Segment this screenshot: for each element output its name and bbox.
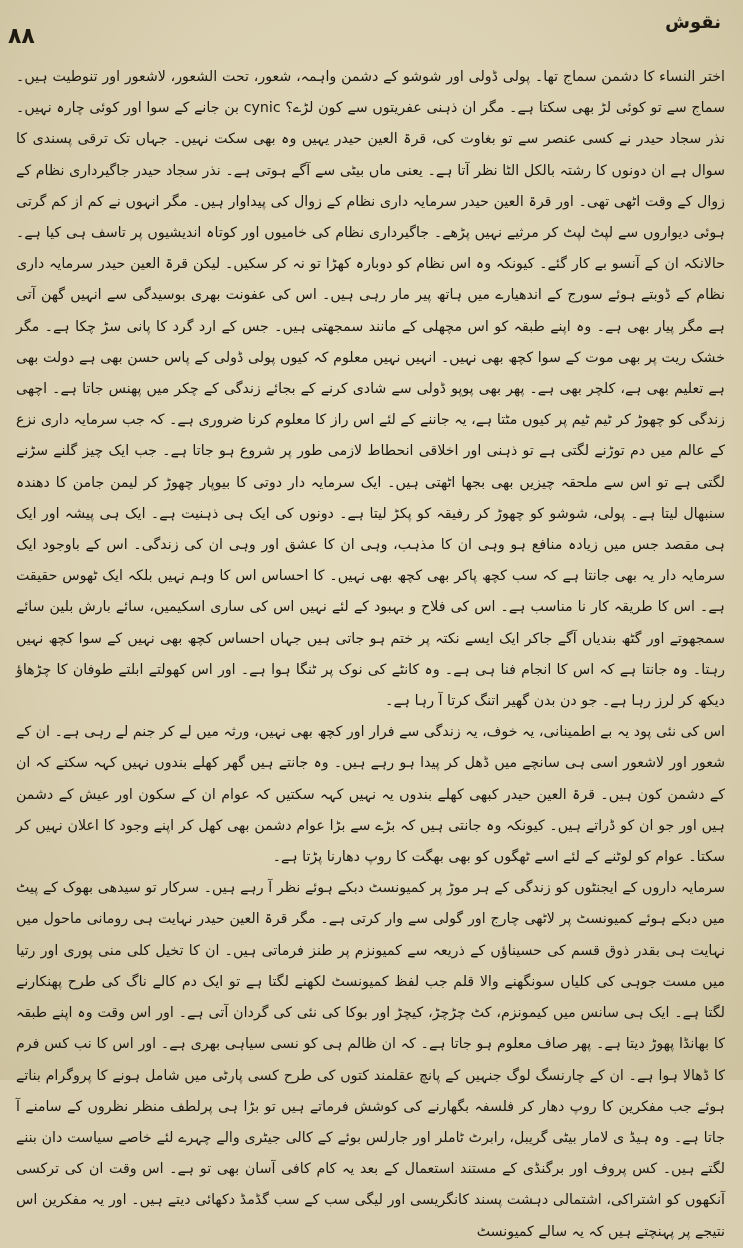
page-number: ۸۸ (8, 24, 35, 49)
body-text (16, 62, 725, 1240)
running-title: نقوش (665, 12, 721, 33)
paragraph: سرمایہ داروں کے ایجنٹوں کو زندگی کے ہر موڑ پر کمیونسٹ دبکے ہوئے نظر آ رہے ہیں۔ سرکار تو سیدھی بھوک کے پیٹ میں دبکے ہوئے کمیونسٹ پر لاٹھی چارج اور گولی سے وار کرتی ہے۔ مگر قرۃ العین حیدر نہایت ہی رومانی ماحول میں نہایت ہی بقدر ذوق قسم کی حسیناؤں کے ذریعہ سے کمیونزم پر طنز فرماتی ہیں۔ ان کا تخیل کلی منی پوری اور رتیا میں مست جوہی کی کلیاں سونگھنے والا قلم جب لفظ کمیونسٹ لکھنے لگتا ہے تو ایک دم کالے ناگ کی طرح پھنکارنے لگتا ہے۔ ایک ہی سانس میں کیمونزم، کٹ چڑچڑ، کیچڑ اور بوکا کی نئی کی گردان آتی ہے۔ اور اس وقت وہ اپنے طبقہ کا بھانڈا پھوڑ دیتا ہے۔ پھر صاف معلوم ہو جاتا ہے۔ کہ ان ظالم ہی کو نسی سیاہی بھری ہے۔ اور اس کا نب کس فرم کا ڈھالا ہوا ہے۔ ان کے چارنسگ لوگ جنہیں کے پانچ عقلمند کتوں کی طرح کسی پارٹی میں شامل ہونے کا پروگرام بناتے ہوئے جب مفکرین کا روپ دھار کر فلسفہ بگھارنے کی کوشش فرماتے ہیں تو بڑا ہی پرلطف منظر نظروں کے سامنے آ جاتا ہے۔ وہ ہیڈ ی لامار بیٹی گریبل، رابرٹ ٹاملر اور جارلس بوئے کے کالی جیٹری والے چہرے لئے خاصے سیاست دان بننے لگتے ہیں۔ کس پروف اور برگنڈی کے مستند استعمال کے بعد یہ کام کافی آسان بھی تو ہے۔ اس وقت ان کی ترکسی آنکھوں کو اشتراکی، اشتمالی دہشت پسند کانگریسی اور لیگی سب کے سب گڈمڈ دکھائی دیتے ہیں۔ اور یہ مفکرین اس نتیجے پر پہنچتے ہیں کہ یہ سالے کمیونسٹ (16, 880, 725, 1240)
paragraph: اختر النساء کا دشمن سماج تھا۔ پولی ڈولی اور شوشو کے دشمن واہمہ، شعور، تحت الشعور، لاشعور اور تنوطیت ہیں۔ سماج سے تو کوئی لڑ بھی سکتا ہے۔ مگر ان ذہنی عفریتوں سے کون لڑے؟ cynic بن جانے کے سوا اور کوئی چارہ نہیں۔ نذر سجاد حیدر نے کسی عنصر سے تو بغاوت کی، قرۃ العین حیدر یہیں وہ بھی سکت نہیں۔ جہاں تک ترقی پسندی کا سوال ہے ان دونوں کا رشتہ بالکل الٹا نظر آتا ہے۔ یعنی ماں بیٹی سے آگے ہوتی ہے۔ نذر سجاد حیدر جاگیرداری نظام کے زوال کے وقت اٹھی تھی۔ اور قرۃ العین حیدر سرمایہ داری نظام کے زوال کی پیداوار ہیں۔ مگر انہوں نے کم از کم گرتی ہوئی دیواروں سے لپٹ لپٹ کر مرثیے نہیں پڑھے۔ جاگیرداری نظام کی خامیوں اور کوتاہ اندیشیوں پر تاسف ہی کیا ہے۔ حالانکہ ان کے آنسو بے کار گئے۔ کیونکہ وہ اس نظام کو دوبارہ کھڑا تو نہ کر سکیں۔ لیکن قرۃ العین حیدر سرمایہ داری نظام کے ڈوبتے ہوئے سورج کے اندھیارے میں ہاتھ پیر مار رہی ہیں۔ اس کی عفونت بھری بوسیدگی سے انہیں گھن آتی ہے مگر پیار بھی ہے۔ وہ اپنے طبقہ کو اس مچھلی کے مانند سمجھتی ہیں۔ جس کے ارد گرد کا پانی سڑ چکا ہے۔ مگر خشک ریت پر بھی موت کے سوا کچھ بھی نہیں۔ انہیں نہیں معلوم کہ کیوں پولی ڈولی کے پاس حسن بھی ہے دولت بھی ہے تعلیم بھی ہے، کلچر بھی ہے۔ پھر بھی پوپو ڈولی سے شادی کرنے کے بجائے زندگی کے چکر میں پھنس جاتا ہے۔ اچھی زندگی کو چھوڑ کر ٹیم ٹیم پر کیوں مٹتا ہے، یہ جاننے کے لئے اس راز کا معلوم کرنا ضروری ہے۔ کہ جب سرمایہ داری نزع کے عالم میں دم توڑنے لگتی ہے تو ذہنی اور اخلاقی انحطاط لازمی طور پر شروع ہو جاتا ہے۔ جب ایک چیز گلنے سڑنے لگتی ہے تو اس سے ملحقہ چیزیں بھی بجھا اٹھتی ہیں۔ ایک سرمایہ دار دوتی کا بیوپار چھوڑ کر لیمن جامن کا دھندہ سنبھال لیتا ہے۔ پولی، شوشو کو چھوڑ کر رفیقہ کو پکڑ لیتا ہے۔ دونوں کی ایک ہی ذہنیت ہے۔ ایک ہی پیشہ اور ایک ہی مقصد جس میں زیادہ منافع ہو وہی ان کا مذہب، وہی ان کا عشق اور وہی ان کی زندگی۔ اس کے باوجود ایک سرمایہ دار یہ بھی جانتا ہے کہ سب کچھ پاکر بھی کچھ بھی نہیں۔ کا احساس اس کا وہم نہیں بلکہ ایک ٹھوس حقیقت ہے۔ اس کا طریقہ کار نا مناسب ہے۔ اس کی فلاح و بہبود کے لئے نہیں اس کی ساری اسکیمیں، سائے بارش بلین سائے سمجھوتے اور گٹھ بندیاں آگے جاکر ایک ایسے نکتہ پر ختم ہو جاتی ہیں جہاں احساس کچھ بھی نہیں کے سوا کچھ نہیں رہتا۔ وہ جانتا ہے کہ اس کا انجام فنا ہی ہے۔ وہ کانٹے کی نوک پر ٹنگا ہوا ہے۔ اور اس کھولتے ابلتے طوفان کا چڑھاؤ دیکھ کر لرز رہا ہے۔ جو دن بدن گھیر اتنگ کرتا آ رہا ہے۔ (16, 69, 725, 710)
paragraph: اس کی نئی پود یہ بے اطمینانی، یہ خوف، یہ زندگی سے فرار اور کچھ بھی نہیں، ورثہ میں لے کر جنم لے رہی ہے۔ ان کے شعور اور لاشعور اسی ہی سانچے میں ڈھل کر پیدا ہو رہے ہیں۔ وہ جانتے ہیں گھر کھلے بندوں نہیں کہہ سکتے کہ ان کے دشمن کون ہیں۔ قرۃ العین حیدر کبھی کھلے بندوں یہ نہیں کہہ سکتیں کہ عوام ان کے سکون اور عیش کے دشمن ہیں اور جو ان کو ڈراتے ہیں۔ کیونکہ وہ جانتی ہیں کہ بڑے سے بڑا عوام دشمن بھی کھل کر اپنے وجود کا اعلان نہیں کر سکتا۔ عوام کو لوٹنے کے لئے اسے ٹھگوں کو بھی بھگت کا روپ دھارنا پڑتا ہے۔ (16, 724, 725, 866)
